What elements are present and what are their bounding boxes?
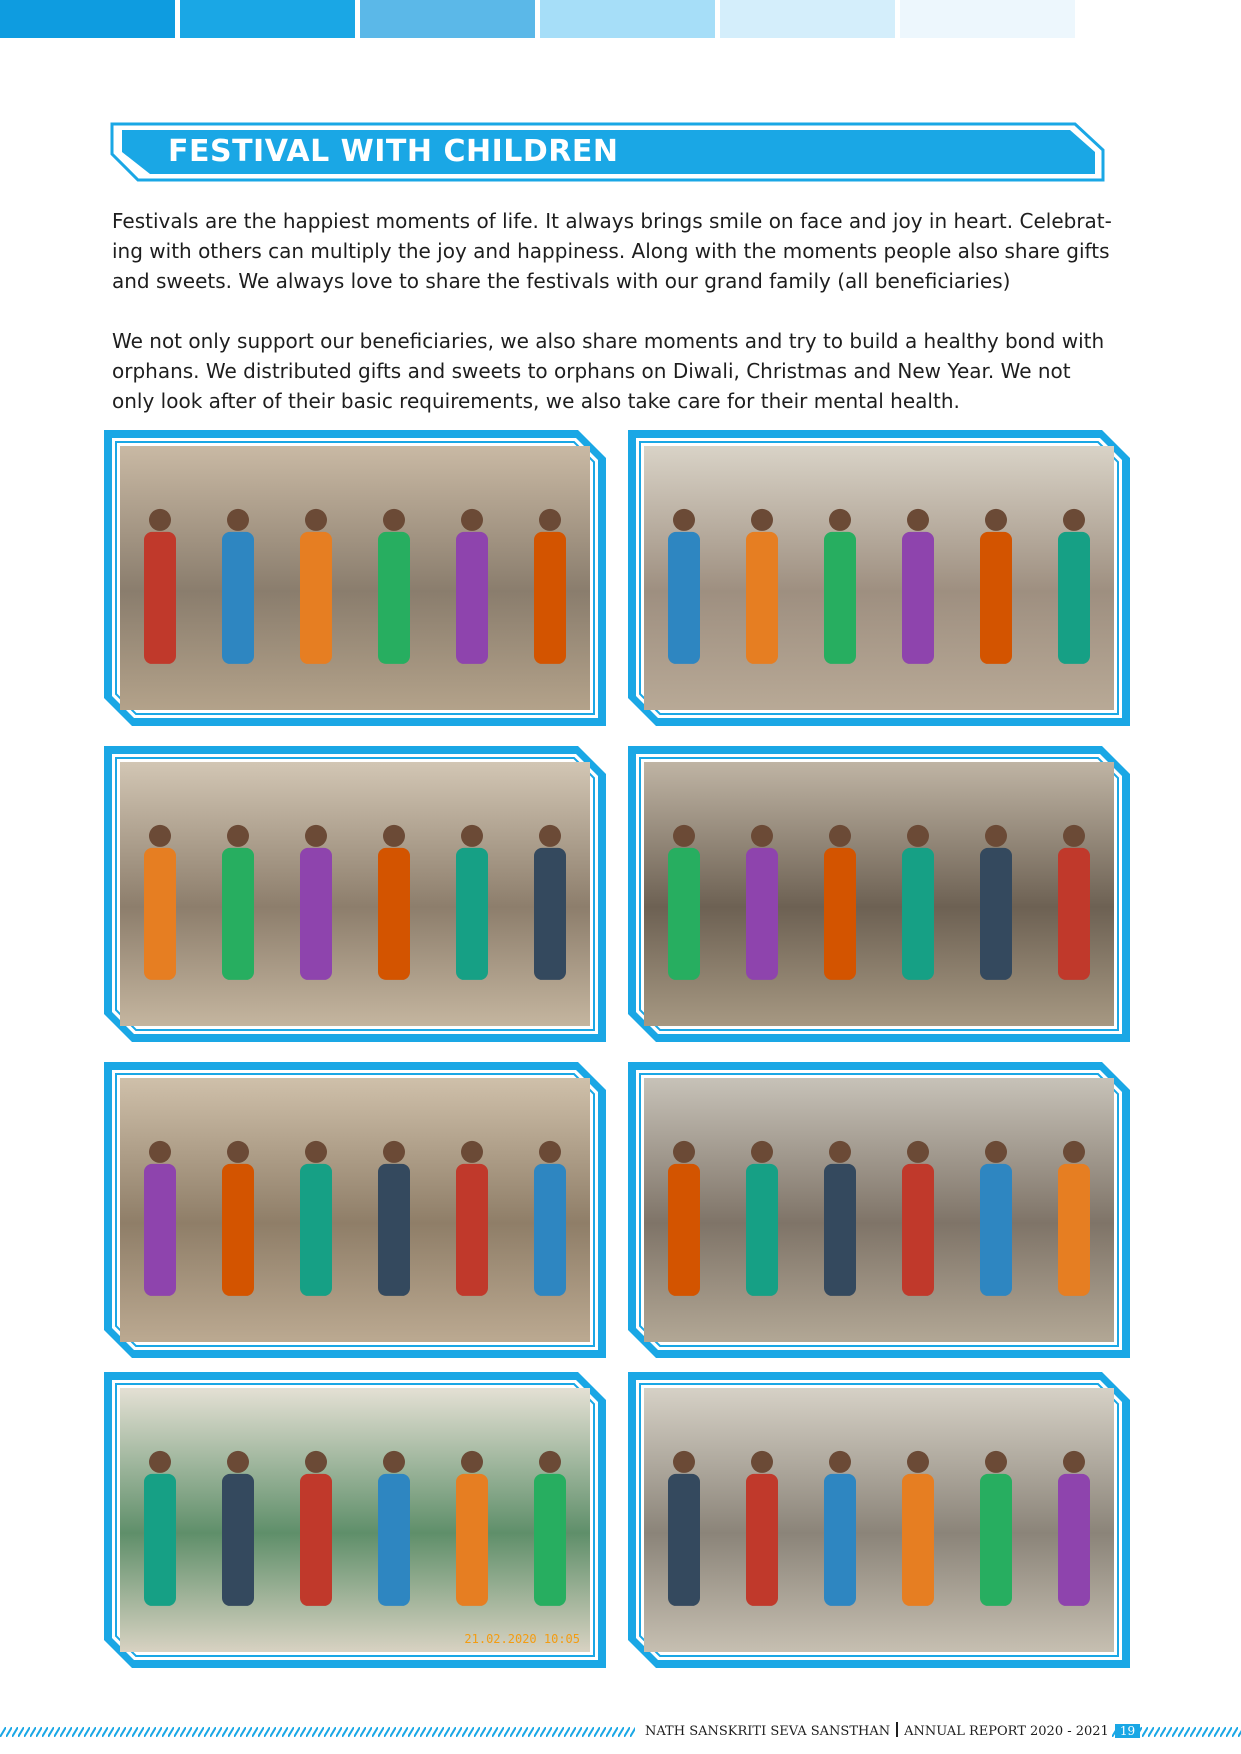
para1-line: Festivals are the happiest moments of life. It always brings smile on face and joy in heart. Celebrat- xyxy=(112,209,1112,233)
para1-line: and sweets. We always love to share the festivals with our grand family (all beneficiaries) xyxy=(112,269,1011,293)
group-photo-icon xyxy=(104,746,606,1042)
footer-org: NATH SANSKRITI SEVA SANSTHAN xyxy=(645,1724,891,1739)
photo-frame xyxy=(628,746,1130,1042)
footer-report: ANNUAL REPORT 2020 - 2021 xyxy=(904,1724,1109,1739)
footer-hatch-left xyxy=(0,1727,635,1737)
intro-paragraph xyxy=(112,206,1132,296)
top-bar-6 xyxy=(900,0,1075,38)
top-bar-2 xyxy=(180,0,355,38)
group-photo-icon xyxy=(628,746,1130,1042)
photo-frame xyxy=(628,1062,1130,1358)
top-bar-3 xyxy=(360,0,535,38)
top-bar-5 xyxy=(720,0,895,38)
group-photo-icon xyxy=(628,430,1130,726)
photo-frame xyxy=(104,430,606,726)
photo-frame xyxy=(104,746,606,1042)
section-title: FESTIVAL WITH CHILDREN xyxy=(168,134,619,169)
group-photo-icon xyxy=(628,1372,1130,1668)
photo-frame xyxy=(104,1372,606,1668)
top-bar-1 xyxy=(0,0,175,38)
photo-frame xyxy=(104,1062,606,1358)
para2-line: We not only support our beneficiaries, we also share moments and try to build a healthy bond with xyxy=(112,329,1105,353)
group-photo-icon xyxy=(104,1372,606,1668)
para2-line: orphans. We distributed gifts and sweets to orphans on Diwali, Christmas and New Year. We not xyxy=(112,359,1071,383)
photo-timestamp: 21.02.2020 10:05 xyxy=(464,1632,580,1646)
top-bar-4 xyxy=(540,0,715,38)
photo-frame xyxy=(628,1372,1130,1668)
group-photo-icon xyxy=(104,1062,606,1358)
top-color-bars xyxy=(0,0,1080,38)
group-photo-icon xyxy=(628,1062,1130,1358)
footer-separator xyxy=(896,1722,898,1737)
para1-line: ing with others can multiply the joy and happiness. Along with the moments people also share gifts xyxy=(112,239,1110,263)
group-photo-icon xyxy=(104,430,606,726)
page-number: 19 xyxy=(1115,1724,1140,1738)
footer xyxy=(645,1722,1140,1739)
support-paragraph xyxy=(112,326,1132,416)
para2-line: only look after of their basic requirements, we also take care for their mental health. xyxy=(112,389,960,413)
photo-frame xyxy=(628,430,1130,726)
